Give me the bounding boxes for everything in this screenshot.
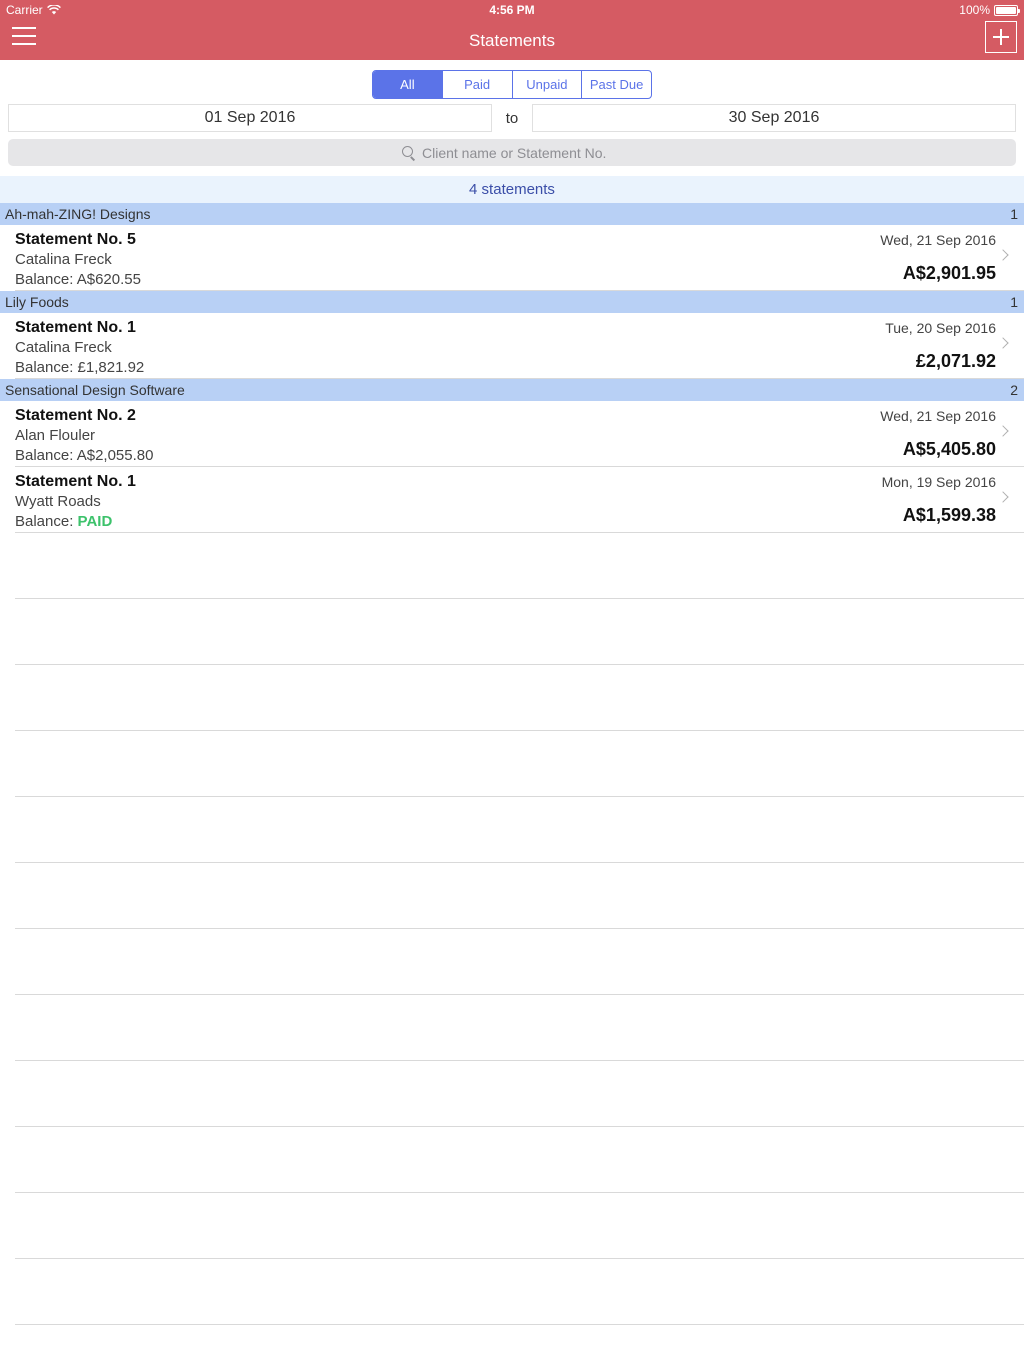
filter-segment-past-due[interactable]: Past Due [589,77,644,92]
client-statement-count: 2 [1010,382,1018,398]
statement-date: Mon, 19 Sep 2016 [881,474,996,490]
statement-count-bar [0,176,1024,203]
balance-label: Balance: [15,513,74,530]
carrier-label: Carrier [6,3,43,17]
statement-amount: A$5,405.80 [902,439,996,459]
start-date-field[interactable]: 01 Sep 2016 [8,104,492,132]
plus-icon[interactable] [985,21,1017,53]
client-name: Sensational Design Software [5,382,185,398]
empty-list-row [0,929,1024,995]
contact-name: Catalina Freck [15,339,112,356]
empty-list-row [0,863,1024,929]
client-section-header [0,379,1024,401]
end-date-field[interactable]: 30 Sep 2016 [532,104,1016,132]
status-bar [0,0,1024,20]
statement-balance [15,359,144,376]
chevron-right-icon [997,337,1008,348]
filter-segment-all[interactable]: All [373,71,443,98]
statement-row[interactable] [0,401,1024,467]
empty-list-row [0,665,1024,731]
empty-list-row [0,995,1024,1061]
statement-number: Statement No. 1 [15,319,136,336]
battery-percent: 100% [959,3,990,17]
contact-name: Alan Flouler [15,427,96,444]
client-section-header [0,203,1024,225]
empty-list-row [0,1193,1024,1259]
navigation-bar [0,0,1024,60]
statement-date: Tue, 20 Sep 2016 [885,320,996,336]
page-title: Statements [469,31,555,50]
statement-count-label: 4 statements [469,181,555,198]
empty-list-row [0,1061,1024,1127]
balance-label: Balance: [15,271,74,288]
empty-list-row [0,797,1024,863]
date-range-separator: to [505,110,519,127]
status-time: 4:56 PM [489,3,535,17]
statement-date: Wed, 21 Sep 2016 [880,408,996,424]
balance-value: A$620.55 [76,271,141,288]
paid-status: PAID [77,513,113,530]
client-statement-count: 1 [1010,206,1018,222]
search-bar[interactable] [8,139,1016,166]
statement-balance [15,271,141,288]
battery-icon [994,5,1018,16]
balance-label: Balance: [15,359,74,376]
chevron-right-icon [997,491,1008,502]
statements-list [0,203,1024,1325]
chevron-right-icon [997,249,1008,260]
empty-list-row [0,1127,1024,1193]
client-section-header [0,291,1024,313]
statement-number: Statement No. 1 [15,473,136,490]
search-input[interactable] [422,145,622,161]
client-name: Ah-mah-ZING! Designs [5,206,151,222]
statement-amount: A$1,599.38 [902,505,996,525]
statement-row[interactable] [0,313,1024,379]
search-icon [402,146,416,160]
chevron-right-icon [997,425,1008,436]
filter-segment-unpaid[interactable]: Unpaid [513,71,583,98]
statement-balance [15,513,112,530]
empty-list-row [0,533,1024,599]
statement-row[interactable] [0,467,1024,533]
statement-amount: A$2,901.95 [902,263,996,283]
empty-list-row [0,1259,1024,1325]
client-name: Lily Foods [5,294,69,310]
balance-value: £1,821.92 [77,359,145,376]
status-filter-segmented-control [372,70,652,99]
statement-number: Statement No. 5 [15,231,136,248]
empty-list-row [0,731,1024,797]
empty-list-row [0,599,1024,665]
statement-date: Wed, 21 Sep 2016 [880,232,996,248]
statement-balance [15,447,153,464]
balance-label: Balance: [15,447,74,464]
statement-number: Statement No. 2 [15,407,136,424]
statement-row[interactable] [0,225,1024,291]
balance-value: A$2,055.80 [76,447,154,464]
statement-amount: £2,071.92 [915,351,996,371]
contact-name: Wyatt Roads [15,493,101,510]
filter-segment-paid[interactable]: Paid [443,71,513,98]
client-statement-count: 1 [1010,294,1018,310]
battery-indicator [959,3,1018,17]
contact-name: Catalina Freck [15,251,112,268]
